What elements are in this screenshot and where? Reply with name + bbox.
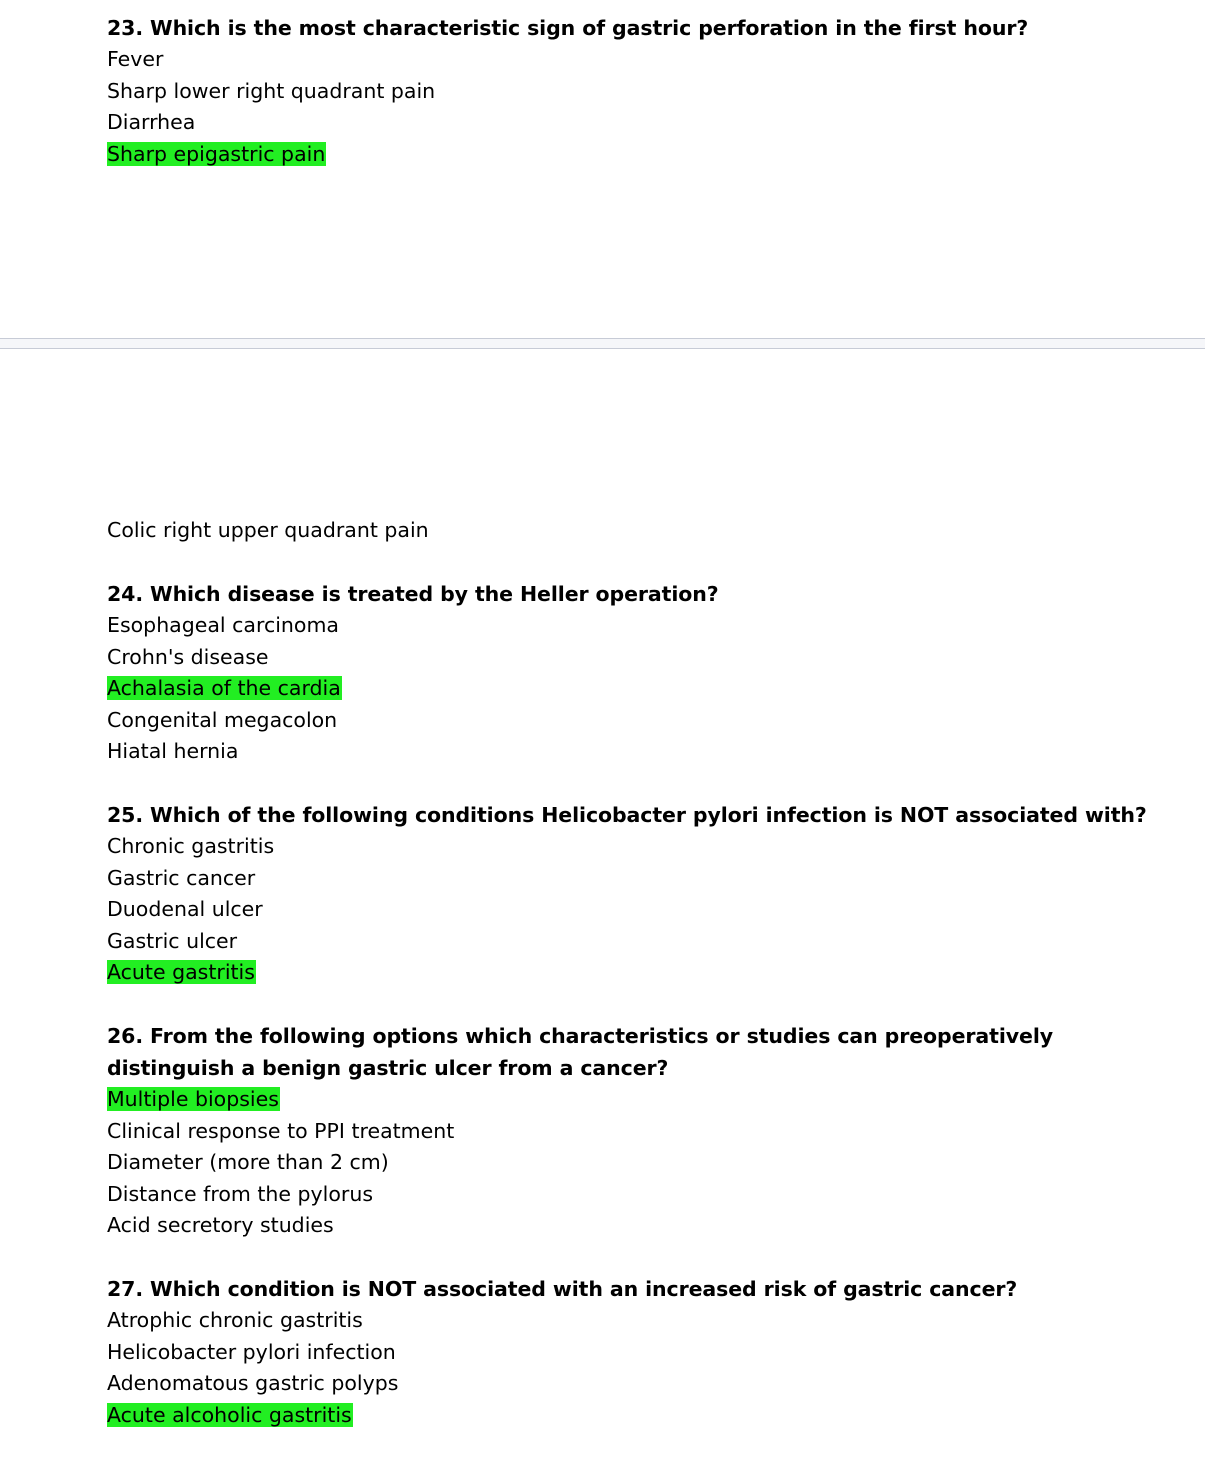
page-break-divider [0, 338, 1205, 349]
question-27 [107, 1273, 1167, 1431]
answer-option[interactable]: Fever [107, 47, 164, 71]
answer-option[interactable]: Clinical response to PPI treatment [107, 1118, 455, 1143]
question-25 [107, 799, 1167, 989]
answer-option[interactable]: Congenital megacolon [107, 707, 338, 732]
answer-option[interactable]: Atrophic chronic gastritis [107, 1308, 363, 1332]
answer-option[interactable]: Duodenal ulcer [107, 897, 263, 922]
answer-option[interactable]: Adenomatous gastric polyps [107, 1371, 399, 1396]
question-text: 26. From the following options which characteristics or studies can preoperatively distinguish a benign gastric ulcer from a cancer? [107, 1024, 1054, 1080]
answer-option[interactable]: Chronic gastritis [107, 834, 275, 858]
question-text: 23. Which is the most characteristic sign of gastric perforation in the first hour? [107, 16, 1029, 40]
question-text: 27. Which condition is NOT associated with an increased risk of gastric cancer? [107, 1277, 1018, 1301]
question-text: 24. Which disease is treated by the Heller operation? [107, 582, 719, 606]
answer-option[interactable]: Sharp lower right quadrant pain [107, 78, 436, 103]
answer-option-highlighted[interactable]: Sharp epigastric pain [107, 141, 326, 166]
answer-option[interactable]: Esophageal carcinoma [107, 613, 339, 637]
answer-option-highlighted[interactable]: Achalasia of the cardia [107, 676, 341, 701]
answer-option[interactable]: Diarrhea [107, 110, 196, 135]
question-23-continued [107, 515, 1167, 547]
answer-option[interactable]: Acid secretory studies [107, 1213, 334, 1238]
answer-option[interactable]: Gastric cancer [107, 865, 256, 890]
question-26 [107, 1020, 1167, 1242]
question-23 [107, 12, 1167, 170]
answer-option[interactable]: Distance from the pylorus [107, 1181, 374, 1206]
answer-option[interactable]: Diameter (more than 2 cm) [107, 1150, 389, 1175]
question-24 [107, 578, 1167, 768]
answer-option[interactable]: Helicobacter pylori infection [107, 1339, 396, 1364]
page-bottom [0, 349, 1205, 1463]
answer-option[interactable]: Crohn's disease [107, 644, 269, 669]
answer-option-highlighted[interactable]: Acute alcoholic gastritis [107, 1402, 352, 1427]
page-top [0, 0, 1205, 338]
answer-option[interactable]: Gastric ulcer [107, 928, 238, 953]
answer-option[interactable]: Hiatal hernia [107, 739, 239, 764]
answer-option-highlighted[interactable]: Multiple biopsies [107, 1087, 279, 1111]
answer-option-highlighted[interactable]: Acute gastritis [107, 960, 255, 985]
answer-option[interactable]: Colic right upper quadrant pain [107, 518, 429, 542]
question-text: 25. Which of the following conditions Helicobacter pylori infection is NOT associated with? [107, 803, 1147, 827]
